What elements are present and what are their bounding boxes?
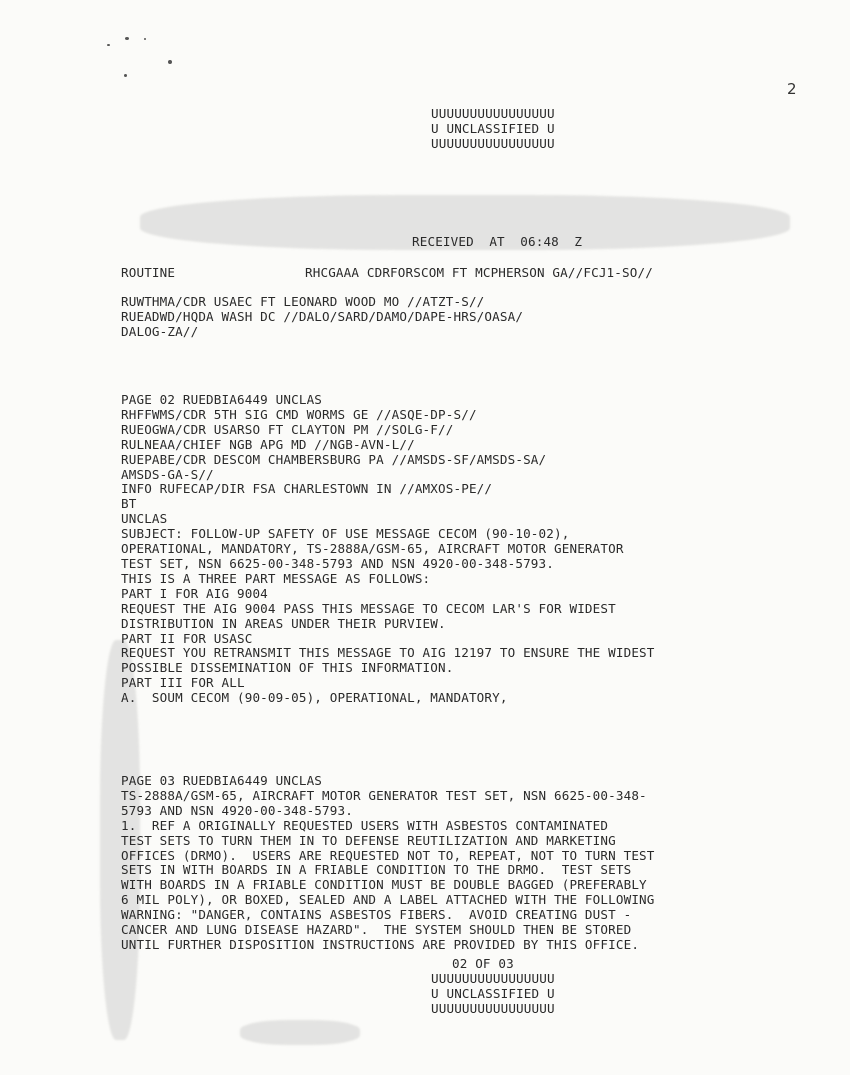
banner-u-row: UUUUUUUUUUUUUUUU [431, 106, 555, 121]
body-line: PART II FOR USASC [121, 630, 253, 646]
body-line: AMSDS-GA-S// [121, 466, 214, 482]
scan-speck [168, 60, 172, 64]
body-line: UNCLAS [121, 511, 168, 527]
address-line: DALOG-ZA// [121, 323, 199, 339]
body-line: POSSIBLE DISSEMINATION OF THIS INFORMATION. [121, 660, 454, 676]
header-classification-banner [431, 107, 555, 152]
page-3-body [121, 774, 655, 953]
body-line: A. SOUM CECOM (90-09-05), OPERATIONAL, MANDATORY, [121, 690, 508, 706]
banner-label: U UNCLASSIFIED U [431, 120, 555, 136]
body-line: SETS IN WITH BOARDS IN A FRIABLE CONDITION TO THE DRMO. TEST SETS [121, 862, 632, 878]
body-line: REQUEST YOU RETRANSMIT THIS MESSAGE TO AIG 12197 TO ENSURE THE WIDEST [121, 645, 655, 661]
banner-label: U UNCLASSIFIED U [431, 985, 555, 1001]
body-line: OFFICES (DRMO). USERS ARE REQUESTED NOT TO, REPEAT, NOT TO TURN TEST [121, 847, 655, 863]
body-line: PART III FOR ALL [121, 675, 245, 691]
scan-smudge [240, 1020, 360, 1045]
body-line: RHFFWMS/CDR 5TH SIG CMD WORMS GE //ASQE-DP-S// [121, 406, 477, 422]
body-line: UNTIL FURTHER DISPOSITION INSTRUCTIONS ARE PROVIDED BY THIS OFFICE. [121, 936, 640, 952]
body-line: RUEOGWA/CDR USARSO FT CLAYTON PM //SOLG-F// [121, 421, 454, 437]
banner-u-row: UUUUUUUUUUUUUUUU [431, 135, 555, 151]
body-line: PAGE 03 RUEDBIA6449 UNCLAS [121, 773, 323, 788]
to-addressees [121, 295, 523, 340]
scan-speck [107, 44, 110, 46]
address-line: RUWTHMA/CDR USAEC FT LEONARD WOOD MO //ATZT-S// [121, 294, 485, 309]
banner-u-row: UUUUUUUUUUUUUUUU [431, 1000, 555, 1016]
body-line: 1. REF A ORIGINALLY REQUESTED USERS WITH ASBESTOS CONTAMINATED [121, 817, 609, 833]
body-line: RUEPABE/CDR DESCOM CHAMBERSBURG PA //AMSDS-SF/AMSDS-SA/ [121, 451, 547, 467]
scan-speck [124, 74, 127, 77]
address-line: RUEADWD/HQDA WASH DC //DALO/SARD/DAMO/DAPE-HRS/OASA/ [121, 308, 524, 324]
body-line: BT [121, 496, 137, 512]
precedence: ROUTINE [121, 265, 176, 280]
body-line: RULNEAA/CHIEF NGB APG MD //NGB-AVN-L// [121, 436, 415, 452]
body-line: WITH BOARDS IN A FRIABLE CONDITION MUST BE DOUBLE BAGGED (PREFERABLY [121, 877, 647, 893]
body-line: REQUEST THE AIG 9004 PASS THIS MESSAGE TO CECOM LAR'S FOR WIDEST [121, 600, 616, 616]
body-line: CANCER AND LUNG DISEASE HAZARD". THE SYSTEM SHOULD THEN BE STORED [121, 922, 632, 938]
footer-classification-banner [431, 972, 555, 1017]
body-line: PAGE 02 RUEDBIA6449 UNCLAS [121, 392, 323, 407]
body-line: 5793 AND NSN 4920-00-348-5793. [121, 802, 353, 818]
body-line: INFO RUFECAP/DIR FSA CHARLESTOWN IN //AMXOS-PE// [121, 481, 493, 497]
page-number-mark: 2 [787, 80, 797, 98]
body-line: PART I FOR AIG 9004 [121, 585, 268, 601]
body-line: THIS IS A THREE PART MESSAGE AS FOLLOWS: [121, 570, 431, 586]
body-line: 6 MIL POLY), OR BOXED, SEALED AND A LABEL ATTACHED WITH THE FOLLOWING [121, 892, 655, 908]
banner-u-row: UUUUUUUUUUUUUUUU [431, 971, 555, 986]
body-line: TEST SETS TO TURN THEM IN TO DEFENSE REUTILIZATION AND MARKETING [121, 832, 616, 848]
received-line: RECEIVED AT 06:48 Z [412, 234, 583, 249]
page-count: 02 OF 03 [452, 956, 514, 971]
body-line: TS-2888A/GSM-65, AIRCRAFT MOTOR GENERATOR TEST SET, NSN 6625-00-348- [121, 787, 647, 803]
body-line: DISTRIBUTION IN AREAS UNDER THEIR PURVIEW. [121, 615, 446, 631]
scan-speck [125, 37, 129, 40]
warning-line: WARNING: "DANGER, CONTAINS ASBESTOS FIBERS. AVOID CREATING DUST - [121, 907, 632, 923]
body-line: OPERATIONAL, MANDATORY, TS-2888A/GSM-65, AIRCRAFT MOTOR GENERATOR [121, 541, 624, 557]
body-line: TEST SET, NSN 6625-00-348-5793 AND NSN 4920-00-348-5793. [121, 555, 554, 571]
subject-line: SUBJECT: FOLLOW-UP SAFETY OF USE MESSAGE CECOM (90-10-02), [121, 526, 570, 542]
scan-speck [144, 38, 146, 40]
from-line: RHCGAAA CDRFORSCOM FT MCPHERSON GA//FCJ1-SO// [305, 265, 653, 280]
page-2-body [121, 393, 655, 706]
